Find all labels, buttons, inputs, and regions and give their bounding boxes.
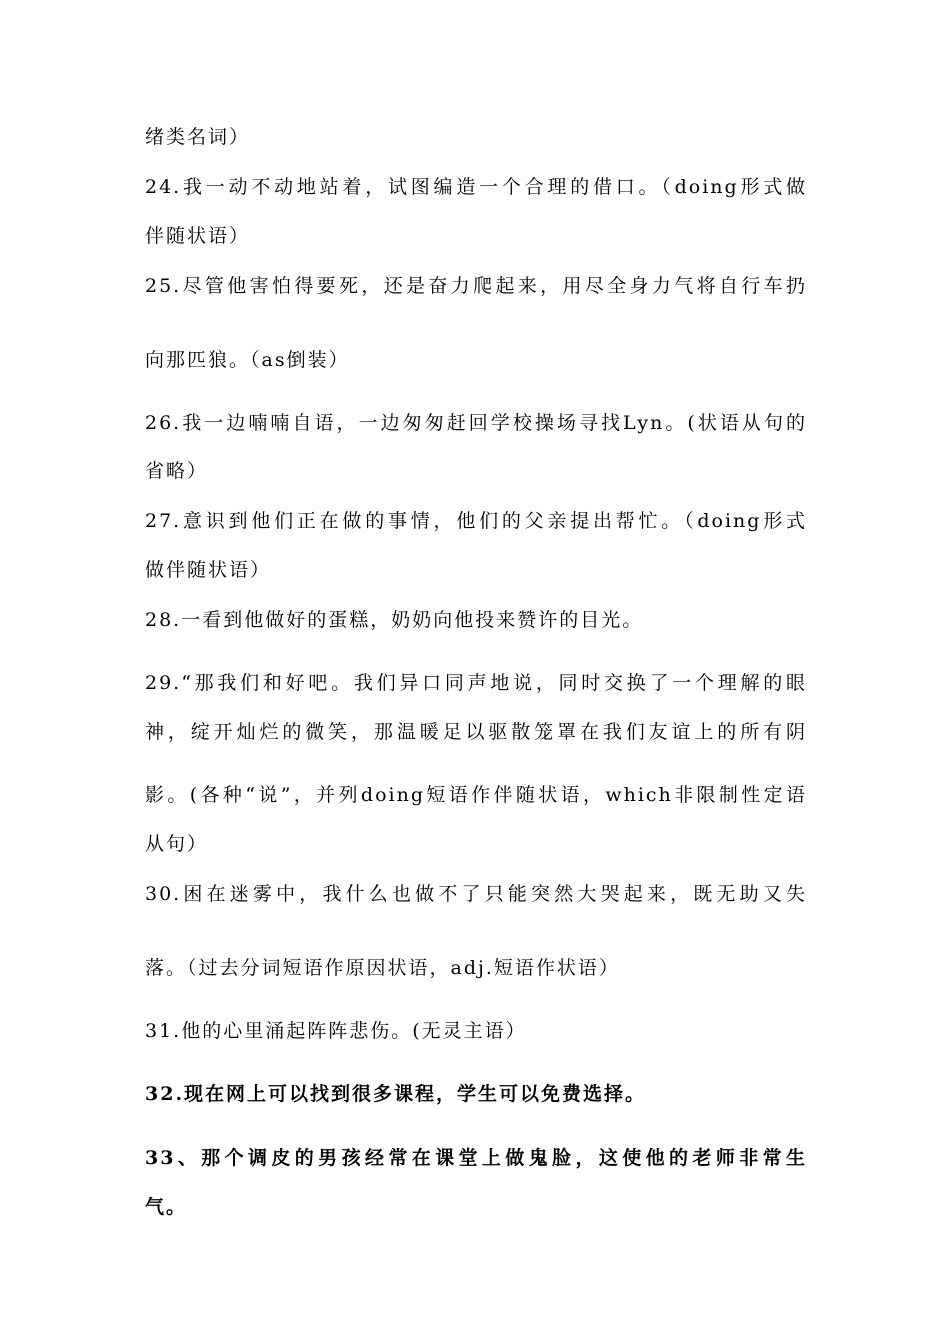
text-line-15: 30.困在迷雾中，我什么也做不了只能突然大哭起来，既无助又失 <box>145 883 807 905</box>
text-line-4: 25.尽管他害怕得要死，还是奋力爬起来，用尽全身力气将自行车扔 <box>145 275 807 297</box>
text-line-3: 伴随状语） <box>145 225 251 247</box>
text-line-18: 32.现在网上可以找到很多课程，学生可以免费选择。 <box>145 1083 647 1105</box>
text-line-17: 31.他的心里涌起阵阵悲伤。(无灵主语） <box>145 1020 527 1042</box>
text-line-11: 29.“那我们和好吧。我们异口同声地说，同时交换了一个理解的眼 <box>145 672 807 694</box>
text-line-5: 向那匹狼。（as倒装） <box>145 349 350 371</box>
text-line-19: 33、那个调皮的男孩经常在课堂上做鬼脸，这使他的老师非常生 <box>145 1147 807 1169</box>
text-line-2: 24.我一动不动地站着，试图编造一个合理的借口。（doing形式做 <box>145 176 807 198</box>
text-line-10: 28.一看到他做好的蛋糕，奶奶向他投来赞许的目光。 <box>145 609 644 631</box>
text-line-1: 绪类名词） <box>145 126 251 148</box>
text-line-13: 影。(各种“说”，并列doing短语作伴随状语，which非限制性定语 <box>145 784 807 806</box>
text-line-16: 落。（过去分词短语作原因状语，adj.短语作状语） <box>145 957 620 979</box>
text-line-20: 气。 <box>145 1196 188 1218</box>
text-line-14: 从句） <box>145 833 209 855</box>
text-line-8: 27.意识到他们正在做的事情，他们的父亲提出帮忙。（doing形式 <box>145 510 807 532</box>
text-line-9: 做伴随状语） <box>145 559 272 581</box>
text-line-12: 神，绽开灿烂的微笑，那温暖足以驱散笼罩在我们友谊上的所有阴 <box>145 721 807 743</box>
text-line-6: 26.我一边喃喃自语，一边匆匆赶回学校操场寻找Lyn。(状语从句的 <box>145 412 807 434</box>
text-line-7: 省略） <box>145 460 209 482</box>
